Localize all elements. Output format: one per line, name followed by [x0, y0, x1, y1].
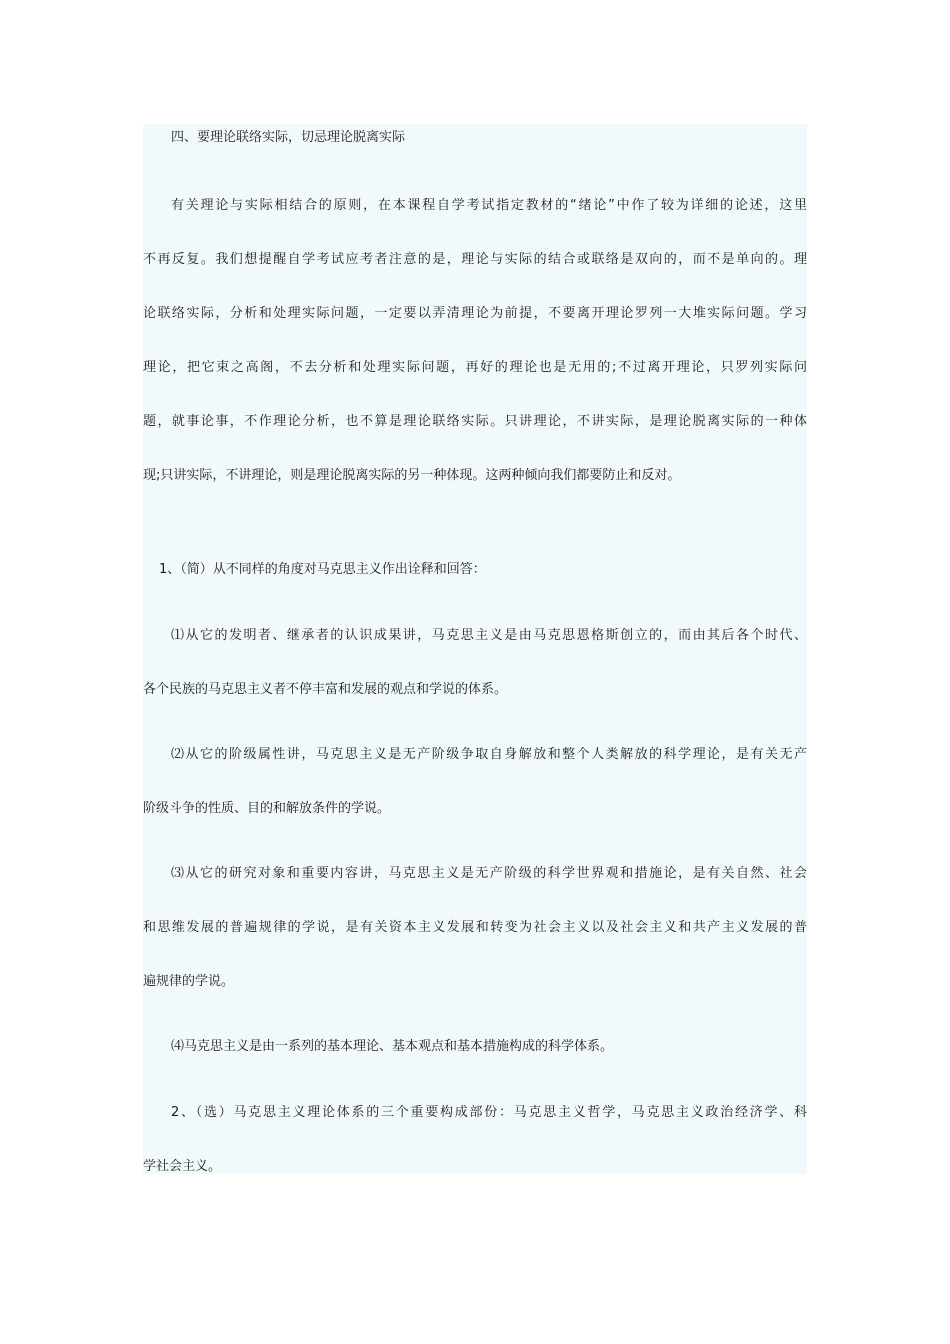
paragraph-line: 现;只讲实际，不讲理论，则是理论脱离实际的另一种体现。这两种倾向我们都要防止和反对。 — [143, 468, 681, 483]
paragraph-line: 论联络实际，分析和处理实际问题，一定要以弄清理论为前提，不要离开理论罗列一大堆实际问题。学习 — [143, 306, 807, 321]
paragraph-line: 不再反复。我们想提醒自学考试应考者注意的是，理论与实际的结合或联络是双向的，而不是单向的。理 — [143, 252, 807, 267]
question-1-item: ⑶从它的研究对象和重要内容讲，马克思主义是无产阶级的科学世界观和措施论，是有关自然、社会 — [171, 866, 807, 881]
question-1-item: ⑷马克思主义是由一系列的基本理论、基本观点和基本措施构成的科学体系。 — [171, 1039, 614, 1054]
content-panel — [143, 124, 807, 1174]
question-1-item: ⑴从它的发明者、继承者的认识成果讲，马克思主义是由马克思恩格斯创立的，而由其后各个时代、 — [171, 628, 807, 643]
question-1-item: 阶级斗争的性质、目的和解放条件的学说。 — [143, 801, 391, 816]
question-1-item: 各个民族的马克思主义者不停丰富和发展的观点和学说的体系。 — [143, 682, 508, 697]
question-1-title: 1、（简）从不同样的角度对马克思主义作出诠释和回答： — [159, 562, 486, 577]
section-heading: 四、要理论联络实际，切忌理论脱离实际 — [171, 130, 406, 145]
question-2-line: 2、（选）马克思主义理论体系的三个重要构成部份：马克思主义哲学，马克思主义政治经济学、科 — [171, 1105, 807, 1120]
paragraph-line: 有关理论与实际相结合的原则，在本课程自学考试指定教材的“绪论”中作了较为详细的论述，这里 — [171, 198, 807, 213]
paragraph-line: 题，就事论事，不作理论分析，也不算是理论联络实际。只讲理论，不讲实际，是理论脱离实际的一种体 — [143, 414, 807, 429]
paragraph-line: 理论，把它束之高阁，不去分析和处理实际问题，再好的理论也是无用的;不过离开理论，只罗列实际问 — [143, 360, 807, 375]
question-1-item: 遍规律的学说。 — [143, 974, 235, 989]
question-1-item: ⑵从它的阶级属性讲，马克思主义是无产阶级争取自身解放和整个人类解放的科学理论，是有关无产 — [171, 747, 807, 762]
question-2-line: 学社会主义。 — [143, 1159, 222, 1174]
question-1-item: 和思维发展的普遍规律的学说，是有关资本主义发展和转变为社会主义以及社会主义和共产主义发展的普 — [143, 920, 807, 935]
